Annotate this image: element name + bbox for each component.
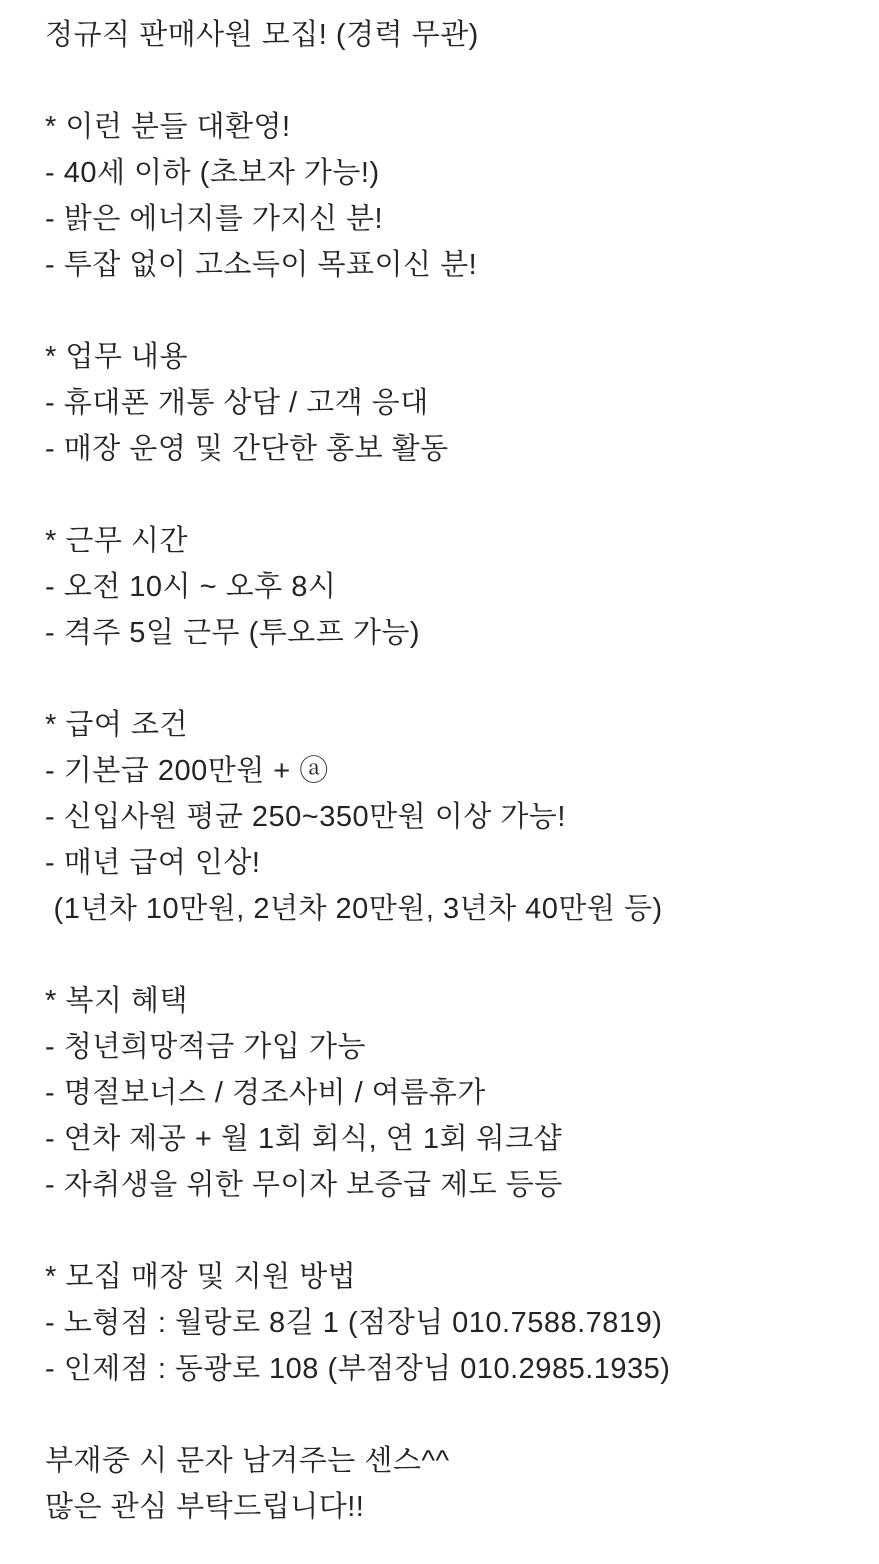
section-item: - 청년희망적금 가입 가능 <box>45 1031 366 1063</box>
section-apply <box>45 1254 855 1392</box>
section-heading: * 근무 시간 <box>45 525 188 557</box>
section-item: - 투잡 없이 고소득이 목표이신 분! <box>45 249 478 281</box>
section-item: - 자취생을 위한 무이자 보증급 제도 등등 <box>45 1169 563 1201</box>
section-item: - 휴대폰 개통 상담 / 고객 응대 <box>45 387 429 419</box>
closing-line: 많은 관심 부탁드립니다!! <box>45 1491 365 1523</box>
section-item: - 매장 운영 및 간단한 홍보 활동 <box>45 433 449 465</box>
closing-line: 부재중 시 문자 남겨주는 센스^^ <box>45 1445 450 1477</box>
section-salary <box>45 702 855 932</box>
section-item: (1년차 10만원, 2년차 20만원, 3년차 40만원 등) <box>45 893 663 925</box>
section-item: - 명절보너스 / 경조사비 / 여름휴가 <box>45 1077 486 1109</box>
section-welcome <box>45 104 855 288</box>
section-item: - 연차 제공 + 월 1회 회식, 연 1회 워크샵 <box>45 1123 563 1155</box>
section-hours <box>45 518 855 656</box>
section-item: - 밝은 에너지를 가지신 분! <box>45 203 384 235</box>
page-title: 정규직 판매사원 모집! (경력 무관) <box>45 19 479 51</box>
section-item: - 인제점 : 동광로 108 (부점장님 010.2985.1935) <box>45 1353 671 1385</box>
section-heading: * 복지 혜택 <box>45 985 188 1017</box>
section-item: - 매년 급여 인상! <box>45 847 261 879</box>
section-item: - 노형점 : 월랑로 8길 1 (점장님 010.7588.7819) <box>45 1307 663 1339</box>
section-heading: * 이런 분들 대환영! <box>45 111 291 143</box>
closing-note <box>45 1438 855 1530</box>
section-heading: * 모집 매장 및 지원 방법 <box>45 1261 357 1293</box>
section-benefits <box>45 978 855 1208</box>
section-item: - 오전 10시 ~ 오후 8시 <box>45 571 337 603</box>
section-heading: * 업무 내용 <box>45 341 188 373</box>
section-heading: * 급여 조건 <box>45 709 188 741</box>
section-item: - 기본급 200만원 + ⓐ <box>45 755 329 787</box>
section-item: - 격주 5일 근무 (투오프 가능) <box>45 617 421 649</box>
section-item: - 신입사원 평균 250~350만원 이상 가능! <box>45 801 566 833</box>
section-duties <box>45 334 855 472</box>
section-item: - 40세 이하 (초보자 가능!) <box>45 157 380 189</box>
